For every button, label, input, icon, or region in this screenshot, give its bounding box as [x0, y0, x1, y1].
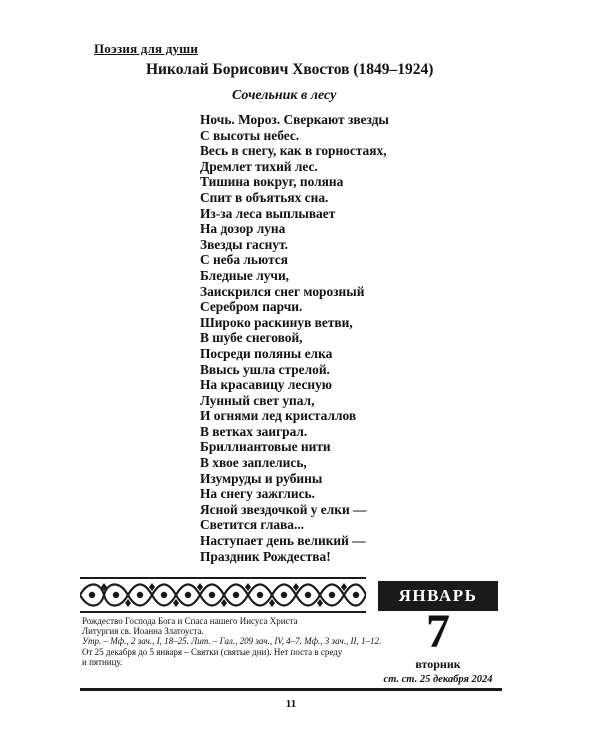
poem-line: Праздник Рождества! — [200, 548, 331, 564]
svyatki-line: От 25 декабря до 5 января – Святки (святые дни). Нет поста в среду — [82, 646, 343, 657]
poem-line: Ясной звездочкой у елки — — [200, 501, 367, 517]
poem-line: Лунный свет упал, — [200, 392, 315, 408]
weekday: вторник — [415, 657, 461, 671]
poem-line: Заискрился снег морозный — [200, 283, 365, 299]
readings-line: Утр. – Мф., 2 зач., I, 18–25. Лит. – Гал., 209 зач., IV, 4–7. Мф., 3 зач., II, 1–12. — [82, 636, 382, 647]
poem-line: С неба льются — [200, 252, 288, 268]
poem-line: На снегу зажглись. — [200, 486, 315, 502]
poem-line: Серебром парчи. — [200, 299, 303, 315]
poem-line: В шубе снеговой, — [200, 330, 303, 346]
poem-line: Дремлет тихий лес. — [200, 158, 318, 174]
poem-line: Звезды гаснут. — [200, 236, 289, 252]
section-label: Поэзия для души — [94, 41, 199, 56]
poem-title: Сочельник в лесу — [232, 88, 337, 103]
poem-line: Спит в объятьях сна. — [200, 189, 329, 205]
poem-line: На дозор луна — [200, 221, 286, 237]
poem-line: В хвое заплелись, — [200, 455, 307, 471]
page-number: 11 — [285, 698, 297, 710]
poem-line: Весь в снегу, как в горностаях, — [200, 143, 387, 159]
poem-line: Изумруды и рубины — [200, 470, 323, 486]
poem-line: Посреди поляны елка — [200, 345, 333, 361]
day-number: 7 — [426, 605, 450, 658]
poem-body — [200, 112, 389, 564]
poem-line: Из-за леса выплывает — [200, 205, 336, 221]
month-label: ЯНВАРЬ — [378, 581, 498, 611]
poem-line: Широко раскинув ветви, — [200, 314, 353, 330]
poem-line: Ночь. Мороз. Сверкают звезды — [200, 112, 389, 127]
poem-line: В ветках заиграл. — [200, 423, 308, 439]
old-style-date: ст. ст. 25 декабря 2024 — [383, 674, 493, 685]
poem-line: Светится глава... — [200, 517, 304, 533]
footer-rule — [80, 688, 502, 691]
poem-line: Ввысь ушла стрелой. — [200, 361, 330, 377]
poem-line: С высоты небес. — [200, 127, 300, 143]
poem-line: Бриллиантовые нити — [200, 439, 331, 455]
liturgy-line: Литургия св. Иоанна Златоуста. — [82, 626, 204, 637]
poem-line: На красавицу лесную — [200, 377, 333, 393]
poem-line: Тишина вокруг, поляна — [200, 174, 344, 190]
author-heading: Николай Борисович Хвостов (1849–1924) — [146, 61, 434, 78]
feast-info — [82, 616, 382, 667]
poem-line: И огнями лед кристаллов — [200, 408, 357, 424]
poem-line: Наступает день великий — — [200, 533, 366, 549]
poem-line: Бледные лучи, — [200, 267, 290, 283]
svyatki-line-cont: и пятницу. — [82, 656, 123, 667]
feast-title: Рождество Господа Бога и Спаса нашего Иисуса Христа — [82, 616, 298, 626]
ornament-border — [80, 577, 366, 613]
